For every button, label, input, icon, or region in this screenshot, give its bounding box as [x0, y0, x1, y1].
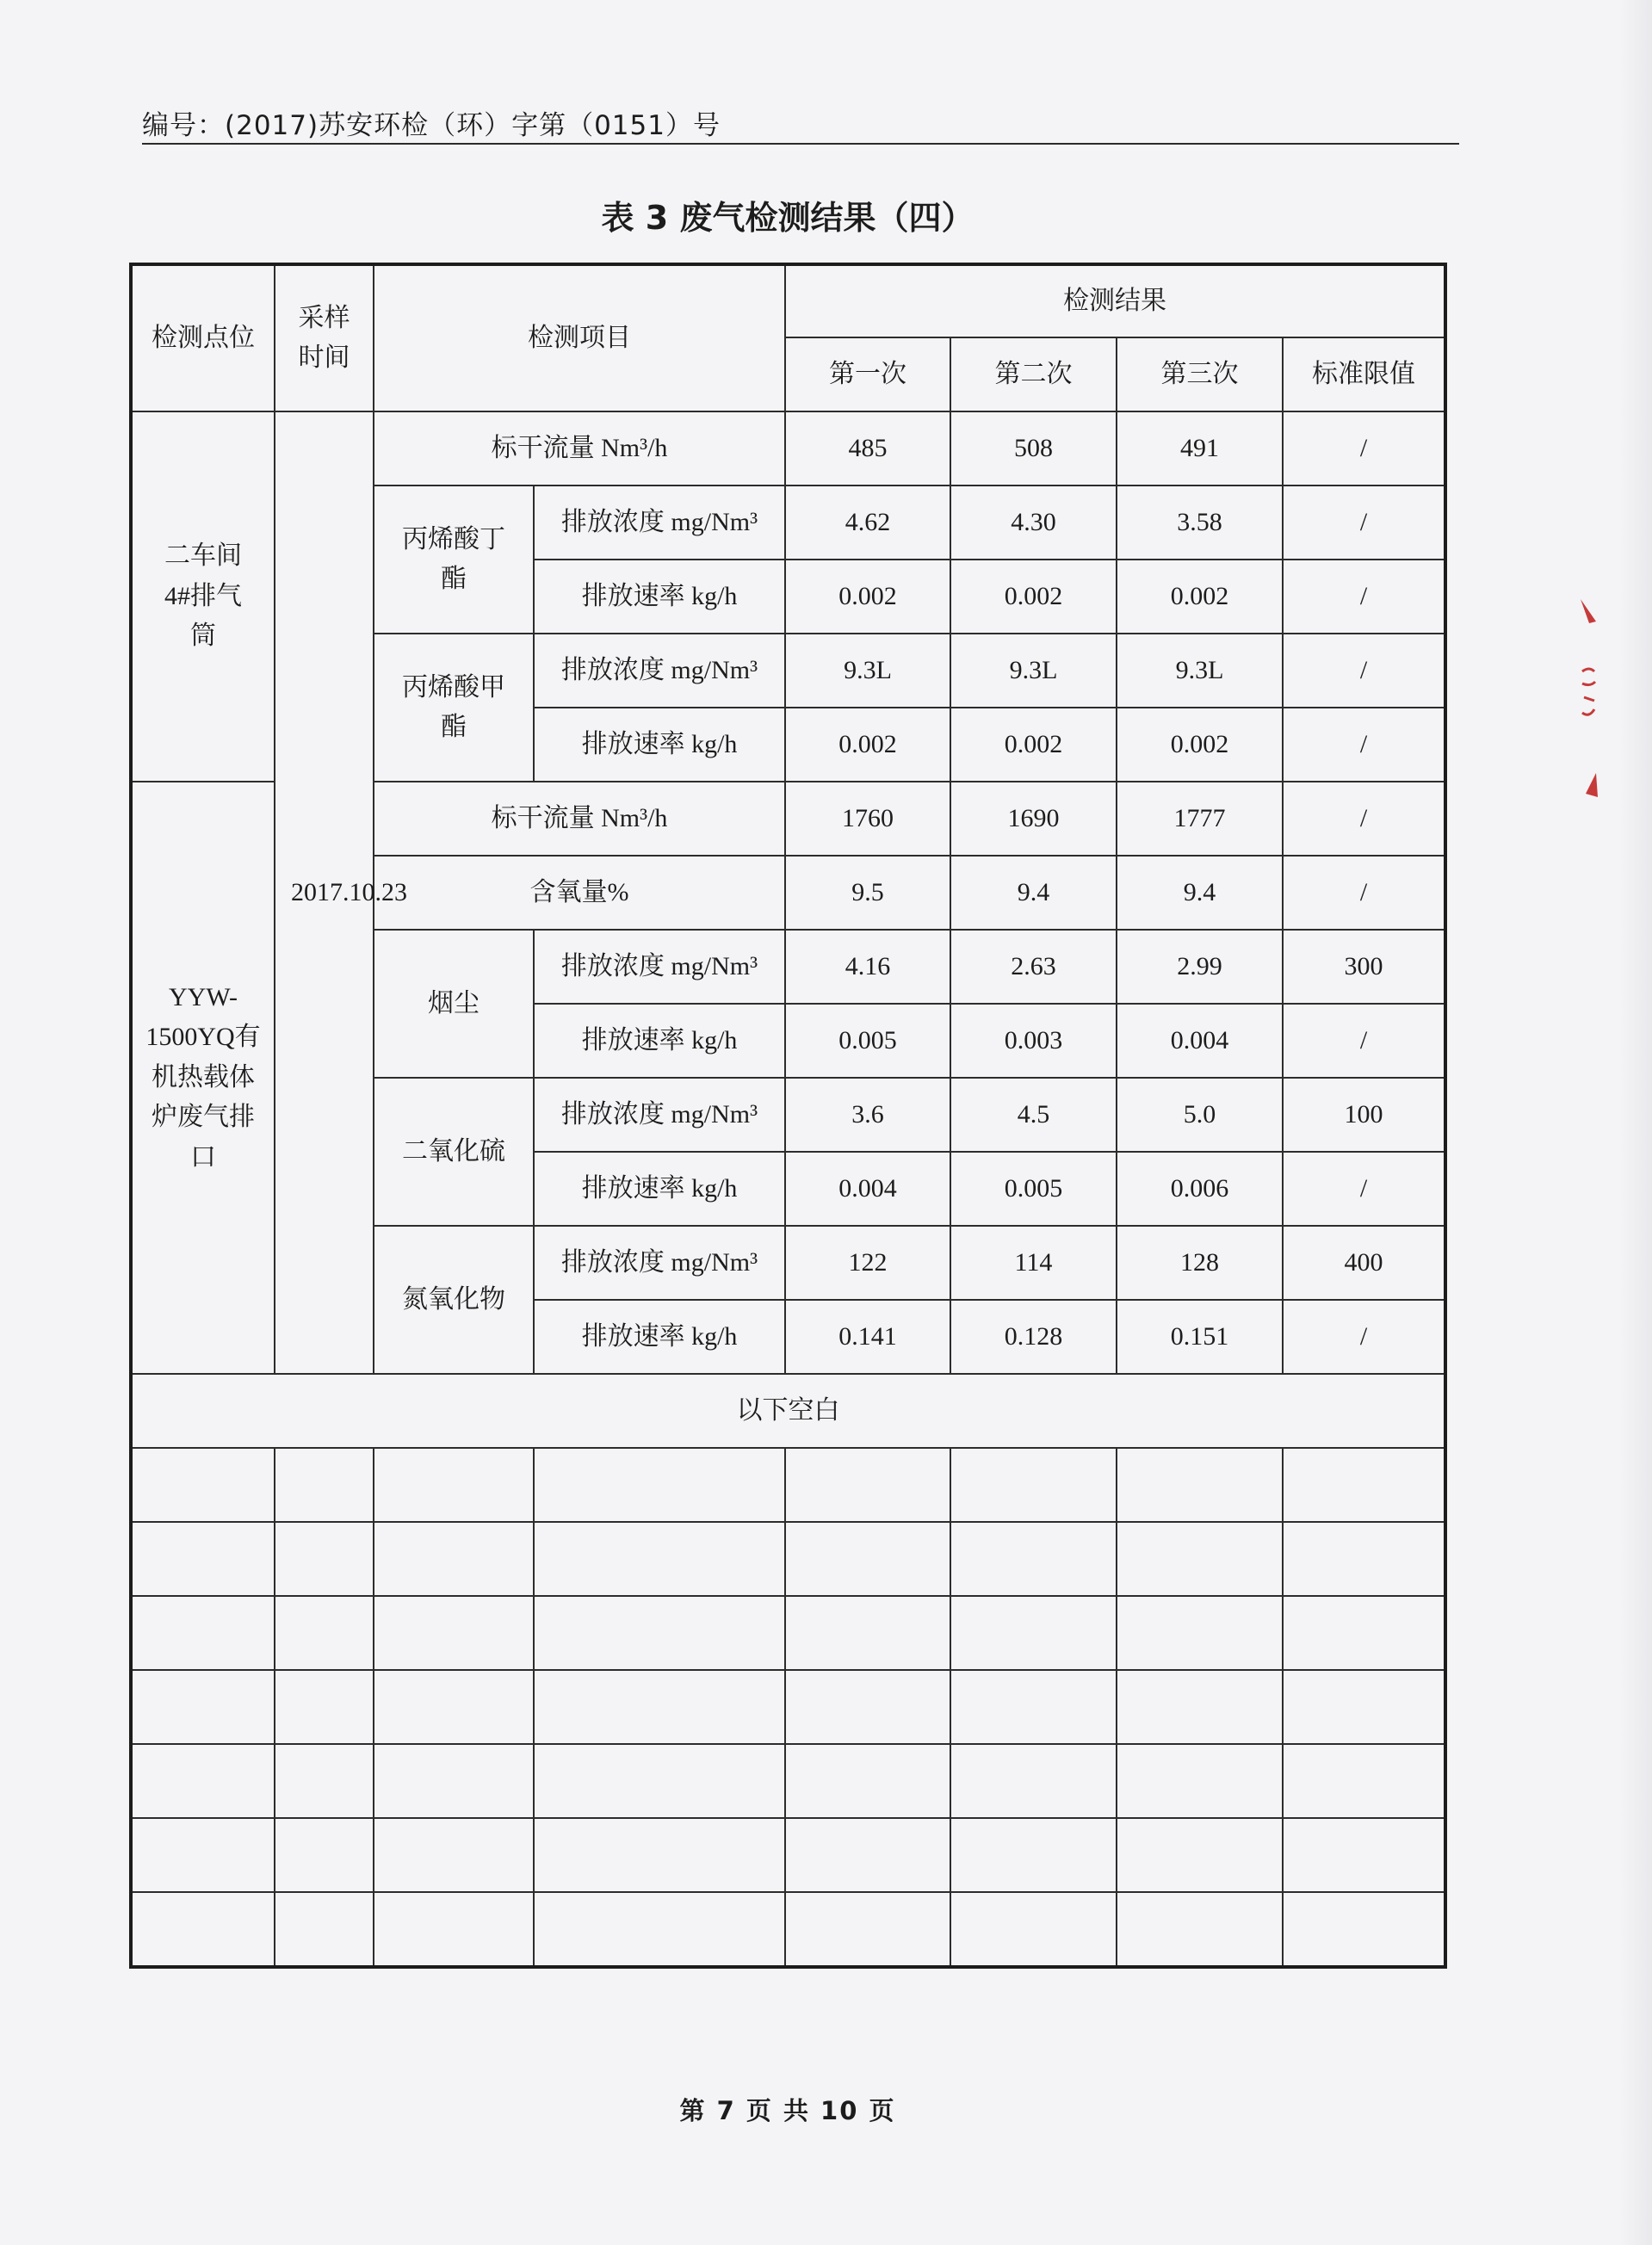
item-label: 排放浓度 mg/Nm³ — [534, 1078, 785, 1152]
limit-value: 100 — [1283, 1078, 1445, 1152]
value-3: 3.58 — [1117, 485, 1283, 560]
pollutant-name: 二氧化硫 — [374, 1078, 534, 1226]
blank-note: 以下空白 — [131, 1374, 1445, 1448]
pollutant-name: 氮氧化物 — [374, 1226, 534, 1374]
empty-row — [131, 1522, 1445, 1596]
value-2: 114 — [950, 1226, 1117, 1300]
location-point-2: YYW-1500YQ有机热载体炉废气排口 — [131, 782, 275, 1374]
pollutant-name: 丙烯酸丁酯 — [374, 485, 534, 634]
header-row-1 — [131, 264, 1445, 337]
limit-value: / — [1283, 1152, 1445, 1226]
limit-value: / — [1283, 1004, 1445, 1078]
value-2: 0.003 — [950, 1004, 1117, 1078]
value-1: 4.62 — [785, 485, 950, 560]
item-label: 排放速率 kg/h — [534, 1152, 785, 1226]
header-location: 检测点位 — [131, 264, 275, 411]
empty-row — [131, 1670, 1445, 1744]
item-label: 排放浓度 mg/Nm³ — [534, 930, 785, 1004]
value-1: 3.6 — [785, 1078, 950, 1152]
value-1: 0.005 — [785, 1004, 950, 1078]
value-1: 4.16 — [785, 930, 950, 1004]
value-2: 0.002 — [950, 708, 1117, 782]
item-label: 排放速率 kg/h — [534, 1300, 785, 1374]
value-2: 0.128 — [950, 1300, 1117, 1374]
value-3: 128 — [1117, 1226, 1283, 1300]
limit-value: / — [1283, 485, 1445, 560]
value-3: 2.99 — [1117, 930, 1283, 1004]
value-1: 9.5 — [785, 856, 950, 930]
item-label: 排放浓度 mg/Nm³ — [534, 1226, 785, 1300]
results-table — [129, 263, 1447, 1969]
scan-edge — [1619, 0, 1652, 2245]
value-3: 0.006 — [1117, 1152, 1283, 1226]
value-1: 122 — [785, 1226, 950, 1300]
header-first: 第一次 — [785, 337, 950, 411]
value-1: 0.002 — [785, 708, 950, 782]
empty-row — [131, 1744, 1445, 1818]
item-label: 标干流量 Nm³/h — [374, 411, 785, 485]
sample-time: 2017.10.23 — [275, 411, 374, 1374]
header-third: 第三次 — [1117, 337, 1283, 411]
empty-row — [131, 1818, 1445, 1892]
blank-note-row — [131, 1374, 1445, 1448]
value-2: 9.4 — [950, 856, 1117, 930]
value-1: 9.3L — [785, 634, 950, 708]
table-title: 表 3 废气检测结果（四） — [601, 199, 974, 237]
value-3: 491 — [1117, 411, 1283, 485]
seal-fragment — [1577, 594, 1603, 818]
header-item: 检测项目 — [374, 264, 785, 411]
value-3: 9.3L — [1117, 634, 1283, 708]
limit-value: / — [1283, 856, 1445, 930]
value-2: 2.63 — [950, 930, 1117, 1004]
value-2: 0.005 — [950, 1152, 1117, 1226]
item-label: 含氧量% — [374, 856, 785, 930]
item-label: 排放速率 kg/h — [534, 708, 785, 782]
item-label: 排放速率 kg/h — [534, 1004, 785, 1078]
item-label: 排放速率 kg/h — [534, 560, 785, 634]
value-2: 508 — [950, 411, 1117, 485]
value-2: 4.30 — [950, 485, 1117, 560]
header-result: 检测结果 — [785, 264, 1445, 337]
header-second: 第二次 — [950, 337, 1117, 411]
empty-row — [131, 1448, 1445, 1522]
value-2: 9.3L — [950, 634, 1117, 708]
limit-value: / — [1283, 708, 1445, 782]
value-3: 1777 — [1117, 782, 1283, 856]
pollutant-name: 丙烯酸甲酯 — [374, 634, 534, 782]
report-number: 编号：(2017)苏安环检（环）字第（0151）号 — [142, 110, 721, 141]
limit-value: / — [1283, 411, 1445, 485]
value-2: 0.002 — [950, 560, 1117, 634]
header-time: 采样时间 — [275, 264, 374, 411]
value-1: 0.004 — [785, 1152, 950, 1226]
limit-value: / — [1283, 560, 1445, 634]
value-2: 1690 — [950, 782, 1117, 856]
value-1: 0.141 — [785, 1300, 950, 1374]
item-label: 排放浓度 mg/Nm³ — [534, 634, 785, 708]
item-label: 标干流量 Nm³/h — [374, 782, 785, 856]
header-divider — [142, 143, 1459, 145]
limit-value: 300 — [1283, 930, 1445, 1004]
empty-row — [131, 1596, 1445, 1670]
value-3: 0.004 — [1117, 1004, 1283, 1078]
limit-value: / — [1283, 1300, 1445, 1374]
value-2: 4.5 — [950, 1078, 1117, 1152]
location-point-1: 二车间4#排气筒 — [131, 411, 275, 782]
limit-value: 400 — [1283, 1226, 1445, 1300]
limit-value: / — [1283, 782, 1445, 856]
value-3: 0.002 — [1117, 708, 1283, 782]
pollutant-name: 烟尘 — [374, 930, 534, 1078]
value-3: 0.002 — [1117, 560, 1283, 634]
value-1: 0.002 — [785, 560, 950, 634]
page-footer: 第 7 页 共 10 页 — [679, 2096, 896, 2125]
value-1: 1760 — [785, 782, 950, 856]
limit-value: / — [1283, 634, 1445, 708]
header-limit: 标准限值 — [1283, 337, 1445, 411]
value-3: 5.0 — [1117, 1078, 1283, 1152]
item-label: 排放浓度 mg/Nm³ — [534, 485, 785, 560]
table-row — [131, 411, 1445, 485]
value-1: 485 — [785, 411, 950, 485]
empty-row — [131, 1892, 1445, 1967]
value-3: 9.4 — [1117, 856, 1283, 930]
value-3: 0.151 — [1117, 1300, 1283, 1374]
